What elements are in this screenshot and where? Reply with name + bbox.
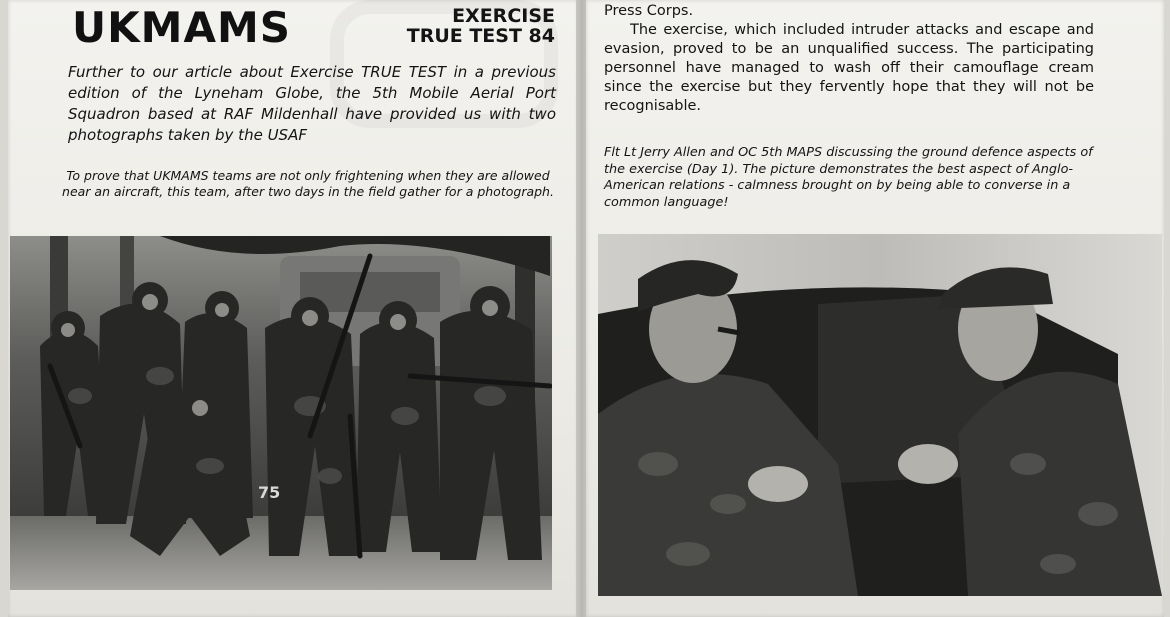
photo-caption-right: Flt Lt Jerry Allen and OC 5th MAPS discussing the ground defence aspects of the exercise (Day 1). The picture demonstrates the best aspect of Anglo-American relations - calmness brought on by being able to converse in a common language! [604,145,1093,210]
officers-discussion-photo [598,234,1162,596]
team-group-photo [10,236,552,590]
intro-paragraph: Further to our article about Exercise TRUE TEST in a previous edition of the Lyneham Globe, the 5th Mobile Aerial Port Squadron based at RAF Mildenhall have provided us with two photographs taken by the USAF [68,63,556,144]
body-paragraph-2: The exercise, which included intruder attacks and escape and evasion, proved to be an unqualified success. The participating personnel have managed to wash off their camouflage cream since the exercise but they fervently hope that they will not be recognisable. [604,22,1094,114]
photo-caption-left: To prove that UKMAMS teams are not only frightening when they are allowed near an aircraft, this team, after two days in the field gather for a photograph. [62,168,554,199]
body-paragraph-1: Press Corps. [604,3,694,19]
article-body-continued [604,2,1094,116]
vehicle-number: 75 [258,483,281,502]
headline: UKMAMS [72,3,291,52]
exercise-title [405,6,555,46]
exercise-label: EXERCISE [452,5,555,27]
exercise-name: TRUE TEST 84 [406,25,555,47]
